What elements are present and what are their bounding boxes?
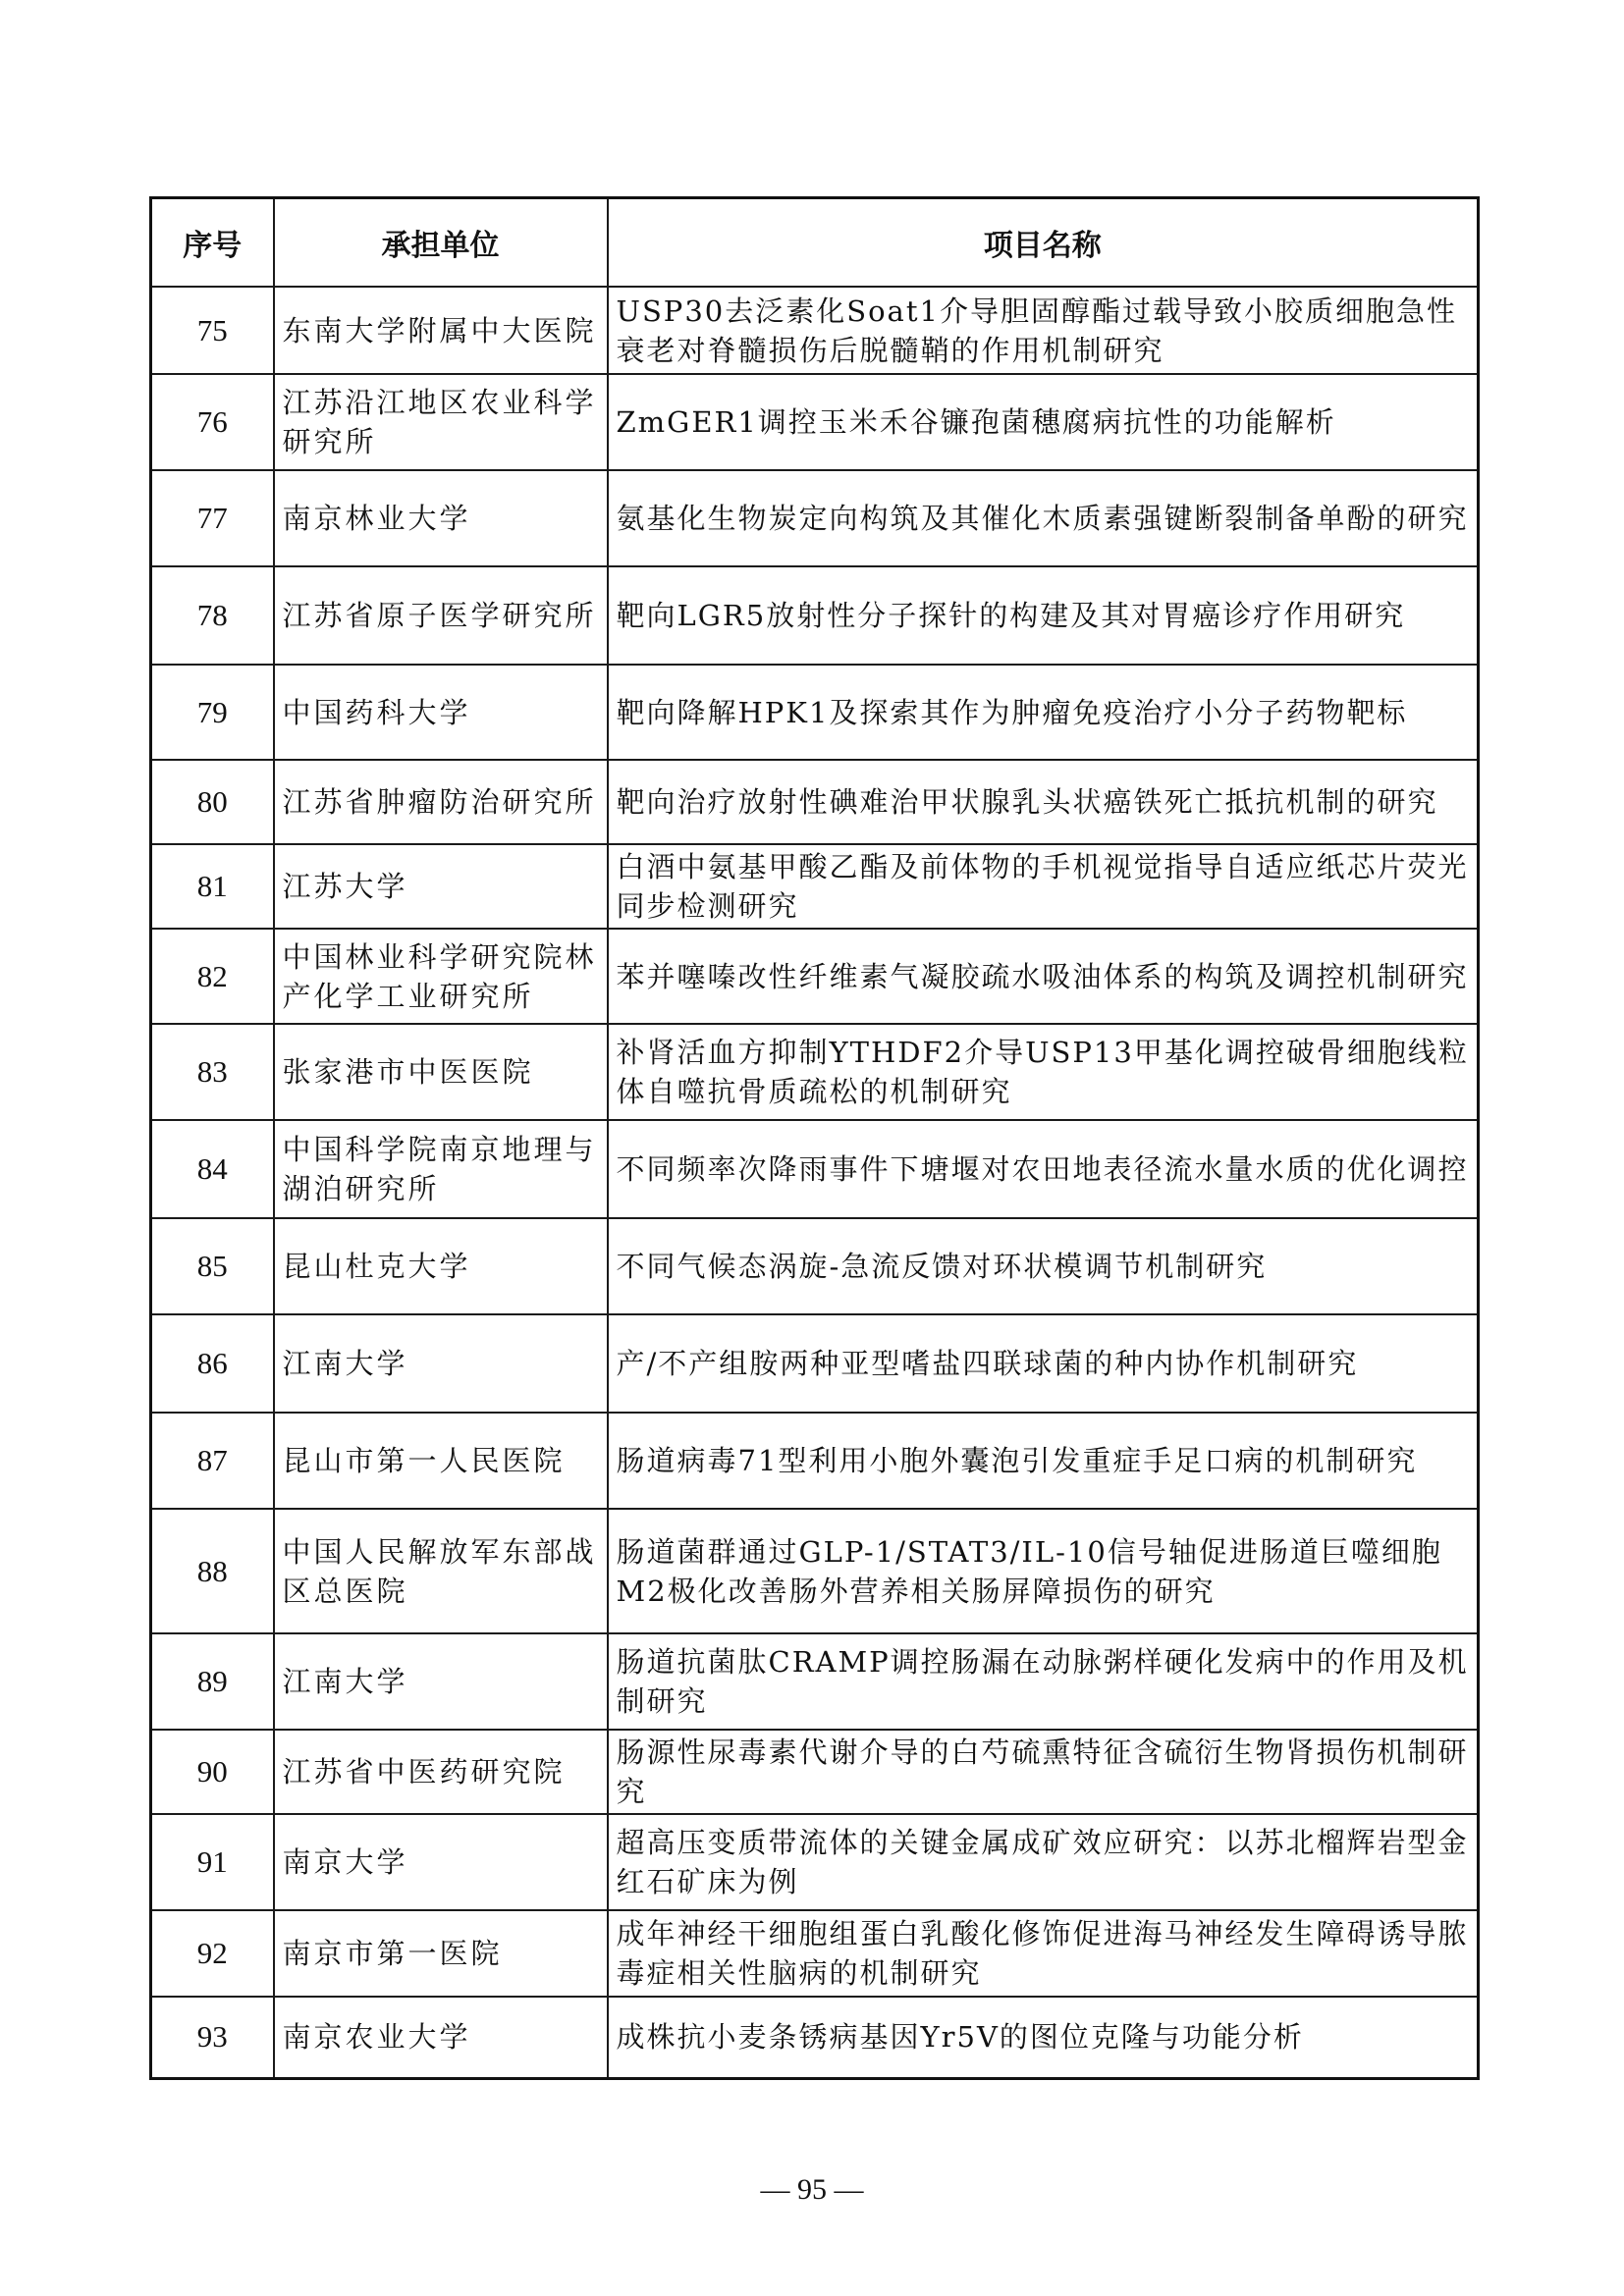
row-project: 肠道抗菌肽CRAMP调控肠漏在动脉粥样硬化发病中的作用及机制研究	[608, 1633, 1479, 1730]
table-row	[151, 287, 1479, 374]
table-header-row	[151, 198, 1479, 288]
row-num: 92	[151, 1910, 274, 1997]
row-project: 白酒中氨基甲酸乙酯及前体物的手机视觉指导自适应纸芯片荧光同步检测研究	[608, 844, 1479, 929]
row-project: 肠道菌群通过GLP-1/STAT3/IL-10信号轴促进肠道巨噬细胞M2极化改善肠外营养相关肠屏障损伤的研究	[608, 1509, 1479, 1633]
row-unit: 南京林业大学	[274, 470, 608, 566]
table-row	[151, 1218, 1479, 1314]
table-row	[151, 1997, 1479, 2078]
table-row	[151, 566, 1479, 665]
row-num: 91	[151, 1814, 274, 1910]
row-unit: 江苏大学	[274, 844, 608, 929]
table-row	[151, 1314, 1479, 1413]
row-unit: 江南大学	[274, 1314, 608, 1413]
table-row	[151, 1120, 1479, 1218]
table-row	[151, 374, 1479, 470]
row-unit: 中国林业科学研究院林产化学工业研究所	[274, 929, 608, 1024]
page-number: — 95 —	[760, 2173, 864, 2206]
row-project: 成年神经干细胞组蛋白乳酸化修饰促进海马神经发生障碍诱导脓毒症相关性脑病的机制研究	[608, 1910, 1479, 1997]
row-num: 87	[151, 1413, 274, 1509]
row-num: 88	[151, 1509, 274, 1633]
row-project: 靶向治疗放射性碘难治甲状腺乳头状癌铁死亡抵抗机制的研究	[608, 760, 1479, 844]
row-unit: 中国药科大学	[274, 665, 608, 760]
row-project: 靶向LGR5放射性分子探针的构建及其对胃癌诊疗作用研究	[608, 566, 1479, 665]
header-unit: 承担单位	[274, 198, 608, 288]
row-unit: 张家港市中医医院	[274, 1024, 608, 1120]
row-num: 80	[151, 760, 274, 844]
row-num: 77	[151, 470, 274, 566]
row-unit: 中国科学院南京地理与湖泊研究所	[274, 1120, 608, 1218]
table-row	[151, 1509, 1479, 1633]
row-num: 79	[151, 665, 274, 760]
row-unit: 昆山市第一人民医院	[274, 1413, 608, 1509]
row-num: 89	[151, 1633, 274, 1730]
row-project: 肠源性尿毒素代谢介导的白芍硫熏特征含硫衍生物肾损伤机制研究	[608, 1730, 1479, 1814]
project-table	[149, 196, 1480, 2080]
row-num: 82	[151, 929, 274, 1024]
header-num: 序号	[151, 198, 274, 288]
row-unit: 南京市第一医院	[274, 1910, 608, 1997]
row-project: 成株抗小麦条锈病基因Yr5V的图位克隆与功能分析	[608, 1997, 1479, 2078]
row-unit: 江苏沿江地区农业科学研究所	[274, 374, 608, 470]
row-unit: 江苏省原子医学研究所	[274, 566, 608, 665]
table-row	[151, 1413, 1479, 1509]
table-row	[151, 844, 1479, 929]
table-row	[151, 1730, 1479, 1814]
row-project: 不同气候态涡旋-急流反馈对环状模调节机制研究	[608, 1218, 1479, 1314]
row-num: 93	[151, 1997, 274, 2078]
row-project: 不同频率次降雨事件下塘堰对农田地表径流水量水质的优化调控	[608, 1120, 1479, 1218]
header-project: 项目名称	[608, 198, 1479, 288]
row-num: 90	[151, 1730, 274, 1814]
row-unit: 东南大学附属中大医院	[274, 287, 608, 374]
table-row	[151, 1910, 1479, 1997]
row-num: 75	[151, 287, 274, 374]
row-num: 81	[151, 844, 274, 929]
row-project: 靶向降解HPK1及探索其作为肿瘤免疫治疗小分子药物靶标	[608, 665, 1479, 760]
table-row	[151, 1814, 1479, 1910]
row-project: 肠道病毒71型利用小胞外囊泡引发重症手足口病的机制研究	[608, 1413, 1479, 1509]
row-unit: 南京大学	[274, 1814, 608, 1910]
table-row	[151, 470, 1479, 566]
row-unit: 江南大学	[274, 1633, 608, 1730]
table-row	[151, 929, 1479, 1024]
row-num: 83	[151, 1024, 274, 1120]
row-project: 补肾活血方抑制YTHDF2介导USP13甲基化调控破骨细胞线粒体自噬抗骨质疏松的机制研究	[608, 1024, 1479, 1120]
table-row	[151, 665, 1479, 760]
row-unit: 中国人民解放军东部战区总医院	[274, 1509, 608, 1633]
row-unit: 江苏省中医药研究院	[274, 1730, 608, 1814]
row-num: 76	[151, 374, 274, 470]
table-row	[151, 760, 1479, 844]
row-project: 苯并噻嗪改性纤维素气凝胶疏水吸油体系的构筑及调控机制研究	[608, 929, 1479, 1024]
row-unit: 南京农业大学	[274, 1997, 608, 2078]
row-project: 氨基化生物炭定向构筑及其催化木质素强键断裂制备单酚的研究	[608, 470, 1479, 566]
table-row	[151, 1633, 1479, 1730]
row-num: 78	[151, 566, 274, 665]
row-project: 超高压变质带流体的关键金属成矿效应研究：以苏北榴辉岩型金红石矿床为例	[608, 1814, 1479, 1910]
row-unit: 昆山杜克大学	[274, 1218, 608, 1314]
row-project: 产/不产组胺两种亚型嗜盐四联球菌的种内协作机制研究	[608, 1314, 1479, 1413]
row-num: 86	[151, 1314, 274, 1413]
row-project: USP30去泛素化Soat1介导胆固醇酯过载导致小胶质细胞急性衰老对脊髓损伤后脱髓鞘的作用机制研究	[608, 287, 1479, 374]
row-num: 84	[151, 1120, 274, 1218]
row-project: ZmGER1调控玉米禾谷镰孢菌穗腐病抗性的功能解析	[608, 374, 1479, 470]
row-unit: 江苏省肿瘤防治研究所	[274, 760, 608, 844]
row-num: 85	[151, 1218, 274, 1314]
table-row	[151, 1024, 1479, 1120]
